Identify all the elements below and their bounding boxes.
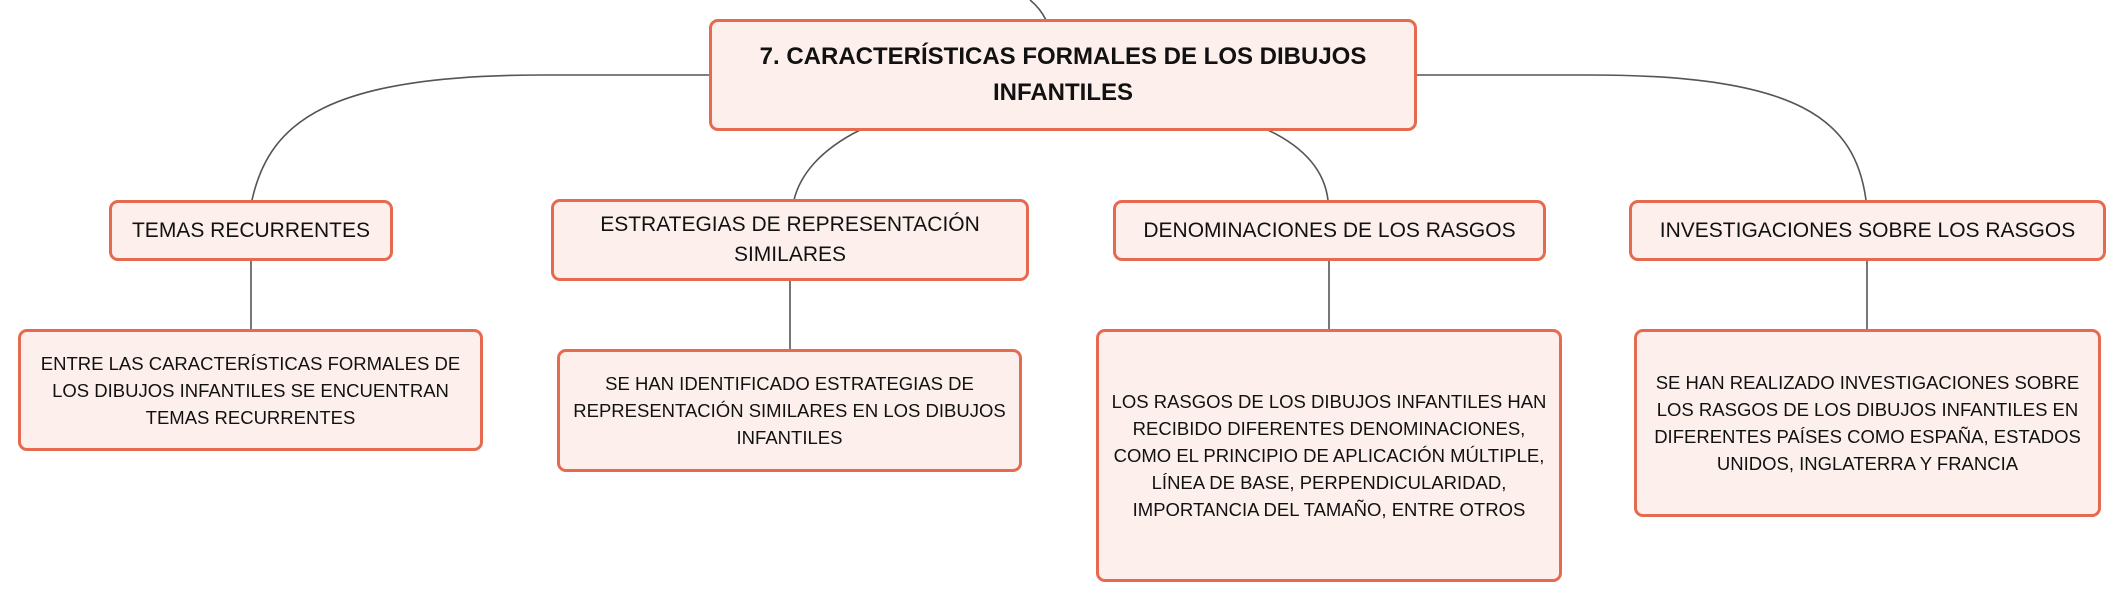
connector-root-to-topic-1 [252, 75, 710, 200]
topic-node-investigaciones[interactable] [1629, 200, 2106, 261]
detail-node-temas-recurrentes[interactable] [18, 329, 483, 451]
topic-node-denominaciones[interactable] [1113, 200, 1546, 261]
root-title: 7. CARACTERÍSTICAS FORMALES DE LOS DIBUJOS INFANTILES [759, 43, 1367, 106]
detail-text: SE HAN IDENTIFICADO ESTRATEGIAS DE REPRESENTACIÓN SIMILARES EN LOS DIBUJOS INFANTILES [573, 373, 1006, 448]
topic-label: DENOMINACIONES DE LOS RASGOS [1143, 218, 1516, 242]
detail-text: ENTRE LAS CARACTERÍSTICAS FORMALES DE LOS DIBUJOS INFANTILES SE ENCUENTRAN TEMAS RECURRENTES [40, 352, 461, 428]
topic-node-estrategias[interactable] [551, 199, 1029, 281]
detail-node-denominaciones[interactable] [1096, 329, 1562, 582]
topic-label: INVESTIGACIONES SOBRE LOS RASGOS [1659, 218, 2076, 242]
detail-text: SE HAN REALIZADO INVESTIGACIONES SOBRE LOS RASGOS DE LOS DIBUJOS INFANTILES EN DIFERENTES PAÍSES COMO ESPAÑA, ESTADOS UNIDOS, INGLATERRA Y FRANCIA [1654, 372, 2081, 474]
connector-root-to-topic-3 [1268, 130, 1328, 200]
detail-node-estrategias[interactable] [557, 349, 1022, 472]
root-node[interactable] [709, 19, 1417, 131]
connector-root-to-topic-2 [794, 130, 860, 200]
connector-root-to-topic-4 [1416, 75, 1866, 200]
detail-node-investigaciones[interactable] [1634, 329, 2101, 517]
topic-node-temas-recurrentes[interactable] [109, 200, 393, 261]
topic-label: ESTRATEGIAS DE REPRESENTACIÓN SIMILARES [600, 213, 980, 266]
connector-parent-to-root [1030, 0, 1046, 20]
topic-label: TEMAS RECURRENTES [131, 218, 371, 242]
detail-text: LOS RASGOS DE LOS DIBUJOS INFANTILES HAN RECIBIDO DIFERENTES DENOMINACIONES, COMO EL PRINCIPIO DE APLICACIÓN MÚLTIPLE, LÍNEA DE BASE, PERPENDICULARIDAD, IMPORTANCIA DEL TAMAÑO, ENTRE OTROS [1111, 391, 1547, 520]
